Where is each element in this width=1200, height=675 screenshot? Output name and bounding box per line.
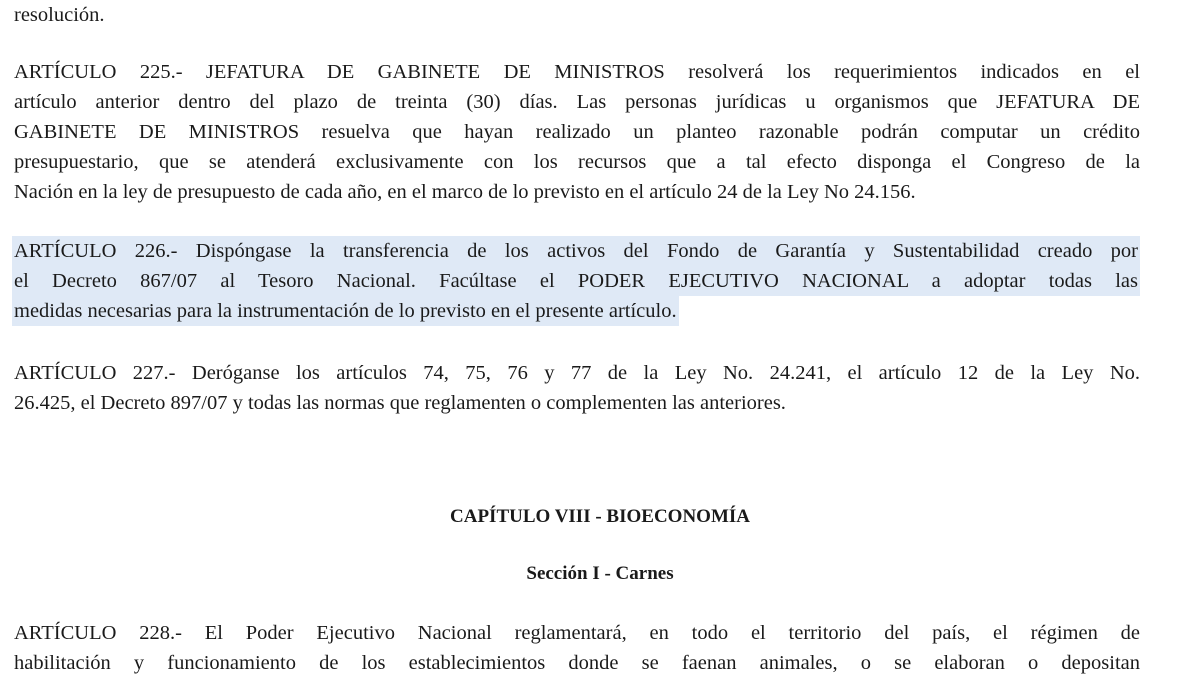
- article-228-line-1: ARTÍCULO 228.- El Poder Ejecutivo Nacional reglamentará, en todo el territorio del país, el régimen de: [14, 622, 1140, 644]
- article-226[interactable]: [14, 236, 1140, 326]
- article-226-line-3: medidas necesarias para la instrumentación de lo previsto en el presente artículo.: [12, 296, 679, 326]
- chapter-heading: CAPÍTULO VIII - BIOECONOMÍA: [450, 506, 750, 527]
- article-226-line-1: ARTÍCULO 226.- Dispóngase la transferencia de los activos del Fondo de Garantía y Sustentabilidad creado por: [12, 236, 1140, 266]
- article-227: [14, 358, 1140, 418]
- article-225-line-4: presupuestario, que se atenderá exclusivamente con los recursos que a tal efecto disponga el Congreso de la: [14, 151, 1140, 173]
- article-228: [14, 618, 1140, 675]
- article-225-line-1: ARTÍCULO 225.- JEFATURA DE GABINETE DE MINISTROS resolverá los requerimientos indicados en el: [14, 61, 1140, 83]
- article-225: [14, 57, 1140, 207]
- article-227-line-1: ARTÍCULO 227.- Deróganse los artículos 74, 75, 76 y 77 de la Ley No. 24.241, el artículo 12 de la Ley No.: [14, 362, 1140, 384]
- article-226-line-2: el Decreto 867/07 al Tesoro Nacional. Facúltase el PODER EJECUTIVO NACIONAL a adoptar todas las: [12, 266, 1140, 296]
- article-225-line-5: Nación en la ley de presupuesto de cada año, en el marco de lo previsto en el artículo 24 de la Ley No 24.156.: [14, 181, 916, 203]
- top-fragment-line: resolución.: [14, 4, 105, 26]
- top-fragment: [14, 0, 1140, 30]
- section-heading: Sección I - Carnes: [526, 563, 674, 584]
- article-226-line-3-wrap: [14, 296, 1140, 326]
- article-227-line-2: 26.425, el Decreto 897/07 y todas las normas que reglamenten o complementen las anteriores.: [14, 392, 786, 414]
- article-228-line-2: habilitación y funcionamiento de los establecimientos donde se faenan animales, o se elaboran o depositan: [14, 652, 1140, 674]
- article-225-line-3: GABINETE DE MINISTROS resuelva que hayan realizado un planteo razonable podrán computar un crédito: [14, 121, 1140, 143]
- article-225-line-2: artículo anterior dentro del plazo de treinta (30) días. Las personas jurídicas u organismos que JEFATURA DE: [14, 91, 1140, 113]
